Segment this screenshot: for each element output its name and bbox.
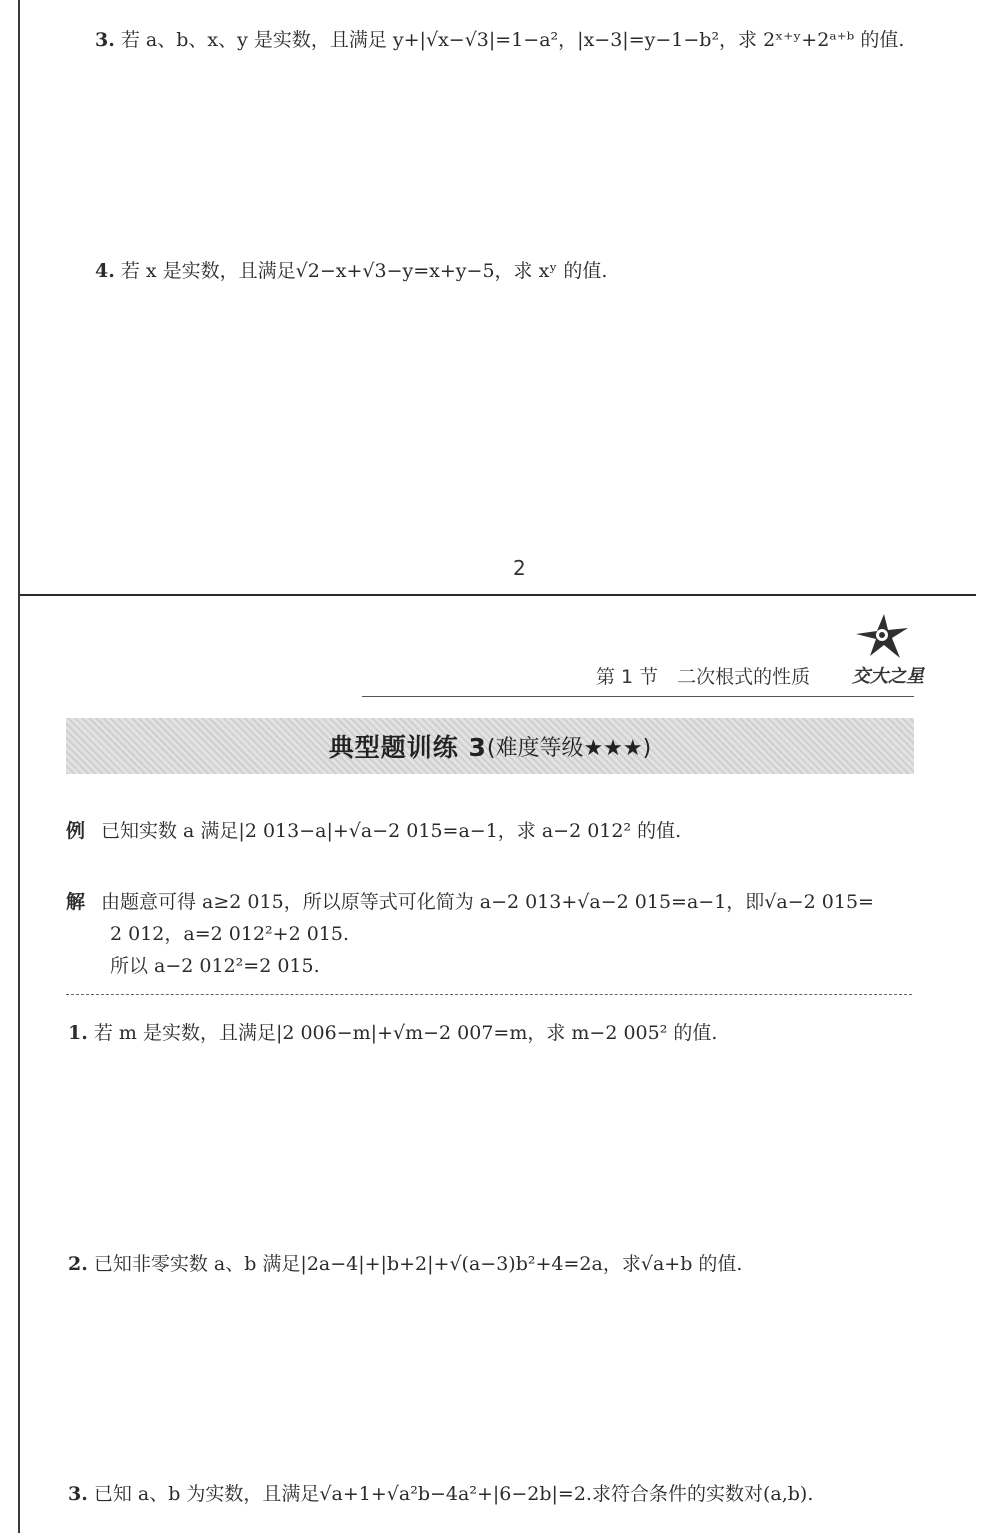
problem-text: 若 x 是实数，且满足√2−x+√3−y=x+y−5，求 xʸ 的值. [120,260,608,282]
page-number: 2 [513,556,526,580]
difficulty-rating: (难度等级★★★) [486,735,652,761]
star-eye-logo-icon [850,612,912,662]
page-divider [20,594,976,596]
solution-block [66,886,874,982]
problem-text: 已知 a、b 为实数，且满足√a+1+√a²b−4a²+|6−2b|=2.求符合条件的实数对(a,b). [93,1483,814,1505]
brand-logo-text: 交大之星 [852,666,924,687]
problem-number: 1. [68,1022,88,1044]
problem-number: 2. [68,1253,88,1275]
example-label: 例 [66,820,86,842]
problem-number: 3. [95,29,115,51]
problem-text: 已知非零实数 a、b 满足|2a−4|+|b+2|+√(a−3)b²+4=2a，求√a+b 的值. [93,1253,743,1275]
problem-number: 4. [95,260,115,282]
solution-line: 由题意可得 a≥2 015，所以原等式可化简为 a−2 013+√a−2 015=a−1，即√a−2 015= [101,891,874,913]
example-block [66,817,681,846]
problem-number: 3. [68,1483,88,1505]
problem-text: 若 m 是实数，且满足|2 006−m|+√m−2 007=m，求 m−2 005² 的值. [93,1022,718,1044]
solution-line: 2 012，a=2 012²+2 015. [110,923,350,945]
lower-problem-3 [68,1480,813,1509]
page-left-border [18,0,20,1533]
solution-label: 解 [66,891,86,913]
upper-problem-4 [95,257,607,286]
example-text: 已知实数 a 满足|2 013−a|+√a−2 015=a−1，求 a−2 012² 的值. [101,820,682,842]
problem-text: 若 a、b、x、y 是实数，且满足 y+|√x−√3|=1−a²，|x−3|=y−1−b²，求 2ˣ⁺ʸ+2ᵃ⁺ᵇ 的值. [120,29,905,51]
section-heading: 第 1 节 二次根式的性质 [596,666,811,688]
header-rule [362,696,914,697]
banner-title: 典型题训练 3 [328,733,487,762]
lower-problem-1 [68,1019,717,1048]
dashed-separator [66,994,912,995]
upper-problem-3 [95,26,904,55]
training-banner [66,718,914,774]
lower-problem-2 [68,1250,742,1279]
solution-line: 所以 a−2 012²=2 015. [110,955,320,977]
